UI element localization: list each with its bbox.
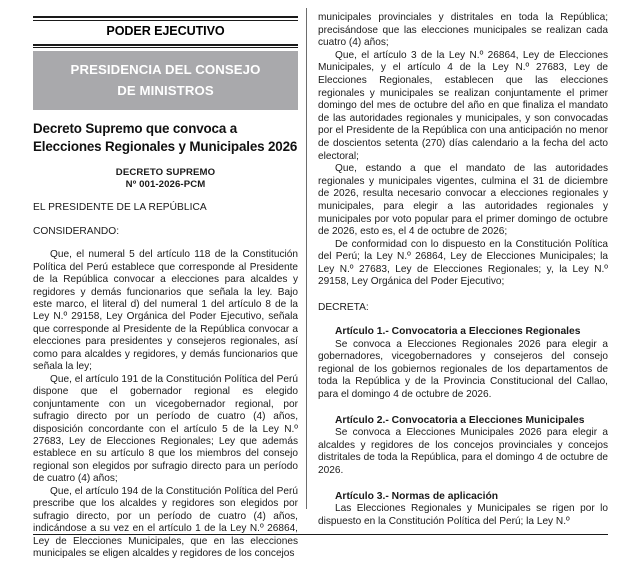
entity-banner [33, 51, 298, 110]
considerando-label: CONSIDERANDO: [33, 226, 120, 238]
left-column [33, 0, 306, 560]
paragraph: De conformidad con lo dispuesto en la Constitución Política del Perú; la Ley N.º 26864, Ley de Elecciones Municipales; la Ley N.º 27683, Ley de Elecciones Regionales; y, la Ley N.º 29158, Ley Orgánica del Poder Ejecutivo; [318, 238, 608, 288]
decree-number: Nº 001-2026-PCM [125, 178, 206, 190]
article-2-heading: Artículo 2.- Convocatoria a Elecciones Municipales [335, 414, 585, 426]
article-2-body: Se convoca a Elecciones Municipales 2026 para elegir a alcaldes y regidores de los concejos provinciales y concejos distritales de toda la República, para el domingo 4 de octubre de 2026. [318, 427, 608, 476]
paragraph: Que, estando a que el mandato de las autoridades regionales y municipales vigentes, culmina el 31 de diciembre de 2026, resulta necesario convocar a elecciones regionales y municipales, para elegir a las autoridades regionales y municipales por voto popular para el primer domingo de octubre de 2026, esto es, el 4 de octubre de 2026; [318, 163, 608, 238]
masthead-title: PODER EJECUTIVO [106, 23, 225, 38]
decree-type-label: DECRETO SUPREMO [115, 167, 216, 179]
decree-title: Decreto Supremo que convoca a Elecciones Regionales y Municipales 2026 [33, 121, 298, 154]
masthead-rule-bottom [33, 44, 298, 49]
paragraph: Que, el artículo 191 de la Constitución Política del Perú dispone que el gobernador regional es elegido conjuntamente con un vicegobernador regional, por sufragio directo por un período de cuatro (4) años, disposición concordante con el artículo 5 de la Ley N.º 27683, Ley de Elecciones Regionales; Ley que además establece en su artículo 8 que los miembros del consejo regional son elegidos por sufragio directo para un período de cuatro (4) años; [33, 373, 298, 485]
article-3-heading: Artículo 3.- Normas de aplicación [335, 490, 499, 502]
paragraph: Que, el artículo 3 de la Ley N.º 26864, Ley de Elecciones Municipales, y el artículo 4 de la Ley N.º 27683, Ley de Elecciones Regionales, establecen que las elecciones regionales y municipales se realizan conjuntamente el primer domingo del mes de octubre del año en que finaliza el mandato de las autoridades regionales y municipales, y son convocadas por el Presidente de la República con una anticipación no menor de doscientos setenta (270) días calendario a la fecha del acto electoral; [318, 49, 608, 162]
entity-banner-line-1: PRESIDENCIA DEL CONSEJO [70, 62, 261, 78]
page-footer-rule [33, 534, 608, 535]
two-column-layout [33, 0, 608, 560]
paragraph: Que, el artículo 194 de la Constitución Política del Perú prescribe que los alcaldes y regidores son elegidos por sufragio directo, por un período de cuatro (4) años, indicándose a su vez en el artículo 1 de la Ley N.º 26864, Ley de Elecciones Municipales, que en las elecciones municipales se eligen alcaldes y regidores de los concejos [33, 485, 298, 560]
decreta-label: DECRETA: [318, 302, 369, 314]
issuer-line: EL PRESIDENTE DE LA REPÚBLICA [33, 202, 207, 214]
article-1-body: Se convoca a Elecciones Regionales 2026 para elegir a gobernadores, vicegobernadores y consejeros del consejo regional de los gobiernos regionales de los departamentos de toda la República y de la Provincia Constitucional del Callao, para el domingo 4 de octubre de 2026. [318, 338, 608, 401]
article-1-heading: Artículo 1.- Convocatoria a Elecciones Regionales [335, 326, 581, 338]
paragraph: Que, el numeral 5 del artículo 118 de la Constitución Política del Perú establece que corresponde al Presidente de la República convocar a elecciones para alcaldes y regidores y demás funcionarios que señala la ley. Bajo este marco, el literal d) del numeral 1 del artículo 8 de la Ley N.º 29158, Ley Orgánica del Poder Ejecutivo, señala que corresponde al Presidente de la República convocar a elecciones para presidentes y consejeros regionales, así como para alcaldes y regidores, y demás funcionarios que señala la ley; [33, 249, 298, 373]
article-3-body: Las Elecciones Regionales y Municipales se rigen por lo dispuesto en la Constitución Política del Perú; la Ley N.º [318, 503, 608, 527]
paragraph-continuation: municipales provinciales y distritales en toda la República; precisándose que las elecciones municipales se realizan cada cuatro (4) años; [318, 12, 608, 49]
right-column [307, 0, 608, 545]
decree-number-block [33, 167, 298, 190]
entity-banner-line-2: DE MINISTROS [117, 83, 214, 99]
